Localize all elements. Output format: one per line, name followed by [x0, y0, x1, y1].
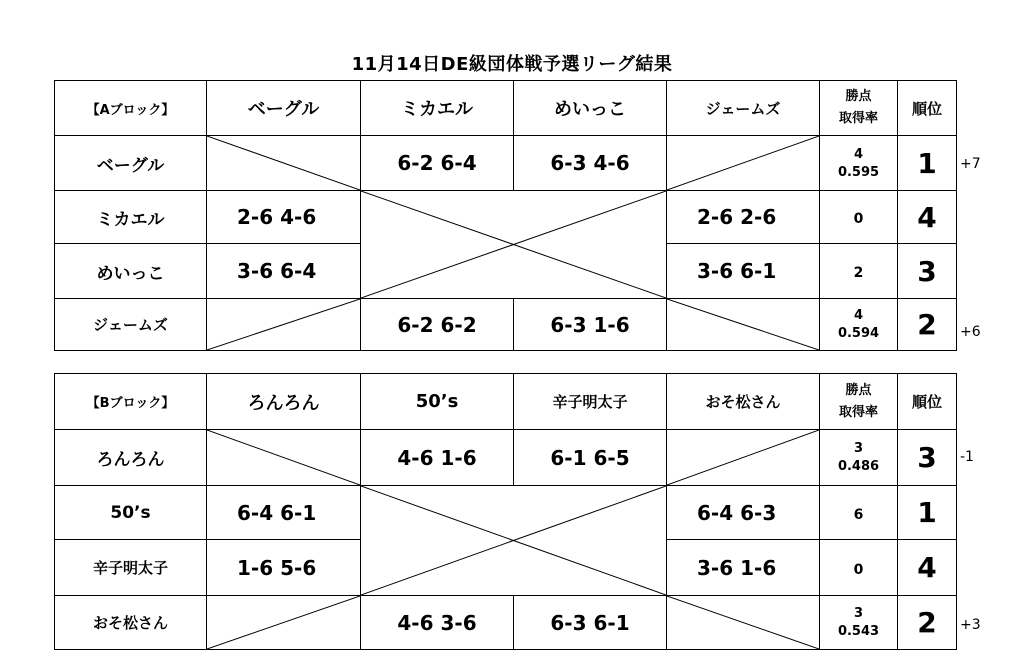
score-cell: 6-1 6-5	[514, 430, 667, 486]
rank-value: 2	[898, 299, 957, 351]
rank-value: 2	[898, 596, 957, 650]
points-cell	[820, 299, 898, 351]
diagonal-cell	[667, 430, 820, 486]
score-cell: 6-2 6-2	[361, 299, 514, 351]
score-cell: 6-2 6-4	[361, 136, 514, 191]
score-cell: 4-6 1-6	[361, 430, 514, 486]
points-header-label: 勝点	[845, 382, 872, 398]
rank-value: 3	[898, 430, 957, 486]
rank-value: 1	[898, 486, 957, 540]
score-cell: 3-6 6-4	[207, 244, 361, 299]
score-cell: 2-6 2-6	[667, 191, 820, 244]
points-cell	[820, 596, 898, 650]
block-b-name: 【Bブロック】	[55, 374, 207, 430]
block-a-table	[54, 80, 957, 351]
score-diff: +7	[960, 156, 981, 172]
score-cell: 6-3 1-6	[514, 299, 667, 351]
row-player-name: ジェームズ	[55, 299, 207, 351]
diagonal-cell	[207, 596, 361, 650]
page-title: 11月14日DE級団体戦予選リーグ結果	[351, 54, 673, 75]
score-cell: 3-6 1-6	[667, 540, 820, 596]
points-value: 4	[853, 146, 864, 162]
score-cell: 3-6 6-1	[667, 244, 820, 299]
header-player: ろんろん	[207, 374, 361, 430]
diagonal-cell	[361, 191, 667, 299]
rank-value: 4	[898, 191, 957, 244]
diagonal-cell	[667, 596, 820, 650]
row-player-name: ミカエル	[55, 191, 207, 244]
points-cell	[820, 191, 898, 244]
rate-value: 0.595	[837, 164, 880, 180]
row-player-name: 辛子明太子	[55, 540, 207, 596]
header-player: おそ松さん	[667, 374, 820, 430]
row-player-name: ろんろん	[55, 430, 207, 486]
row-player-name: めいっこ	[55, 244, 207, 299]
points-cell	[820, 244, 898, 299]
score-cell: 1-6 5-6	[207, 540, 361, 596]
rate-value: 0.594	[837, 326, 880, 341]
header-player: 辛子明太子	[514, 374, 667, 430]
score-cell: 6-4 6-3	[667, 486, 820, 540]
row-player-name: おそ松さん	[55, 596, 207, 650]
points-header-label: 勝点	[845, 89, 872, 104]
diagonal-cell	[361, 486, 667, 596]
diagonal-cell	[667, 136, 820, 191]
rate-value: 0.486	[837, 459, 880, 474]
points-value: 6	[853, 506, 864, 523]
score-diff: -1	[960, 449, 974, 465]
row-player-name: 50’s	[55, 486, 207, 540]
points-value: 3	[853, 441, 864, 456]
score-diff: +6	[960, 324, 981, 340]
points-cell	[820, 430, 898, 486]
diagonal-cell	[207, 299, 361, 351]
points-value: 3	[853, 606, 864, 621]
rate-header-label: 取得率	[838, 404, 878, 420]
rank-header: 順位	[898, 374, 957, 430]
points-cell	[820, 486, 898, 540]
diagonal-cell	[207, 136, 361, 191]
points-value: 0	[853, 561, 864, 578]
block-b-table	[54, 373, 957, 650]
score-diff: +3	[960, 617, 981, 633]
points-header	[820, 374, 898, 430]
rank-header: 順位	[898, 81, 957, 136]
points-value: 2	[853, 265, 864, 281]
rank-value: 1	[898, 136, 957, 191]
header-player: 50’s	[361, 374, 514, 430]
rank-value: 4	[898, 540, 957, 596]
diagonal-cell	[207, 430, 361, 486]
points-value: 4	[853, 308, 864, 323]
header-player: めいっこ	[514, 81, 667, 136]
points-value: 0	[853, 211, 864, 227]
rate-value: 0.543	[837, 624, 880, 639]
header-player: ベーグル	[207, 81, 361, 136]
rate-header-label: 取得率	[838, 111, 878, 126]
header-player: ミカエル	[361, 81, 514, 136]
score-cell: 6-4 6-1	[207, 486, 361, 540]
score-cell: 4-6 3-6	[361, 596, 514, 650]
score-cell: 6-3 4-6	[514, 136, 667, 191]
rank-value: 3	[898, 244, 957, 299]
row-player-name: ベーグル	[55, 136, 207, 191]
diagonal-cell	[667, 299, 820, 351]
block-a-name: 【Aブロック】	[55, 81, 207, 136]
points-cell	[820, 136, 898, 191]
header-player: ジェームズ	[667, 81, 820, 136]
score-cell: 6-3 6-1	[514, 596, 667, 650]
points-cell	[820, 540, 898, 596]
points-header	[820, 81, 898, 136]
score-cell: 2-6 4-6	[207, 191, 361, 244]
